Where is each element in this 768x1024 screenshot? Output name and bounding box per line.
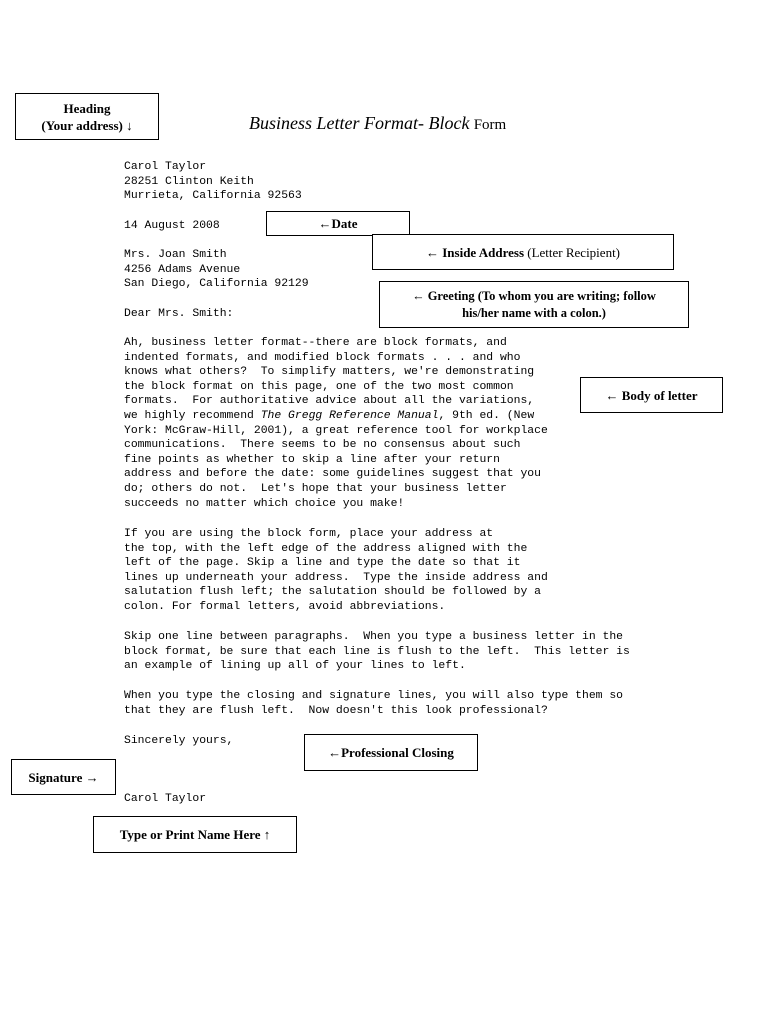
salutation: Dear Mrs. Smith: (124, 308, 234, 320)
inside-address-line-1: Mrs. Joan Smith (124, 249, 227, 261)
inside-address (124, 248, 309, 292)
heading-label-line-2: (Your address) ↓ (41, 117, 133, 133)
signature-label: Signature → (28, 769, 99, 785)
date-label: ←Date (318, 216, 358, 231)
return-address-line-3: Murrieta, California 92563 (124, 190, 302, 203)
greeting-label-box (379, 281, 689, 328)
inside-address-line-3: San Diego, California 92129 (124, 278, 309, 291)
body-paragraph-1 (124, 336, 548, 511)
inside-address-note: (Letter Recipient) (527, 244, 621, 260)
closing-label: ←Professional Closing (328, 745, 454, 760)
inside-address-line-2: 4256 Adams Avenue (124, 263, 241, 276)
return-address-line-1: Carol Taylor (124, 161, 207, 173)
heading-label-line-1: Heading (63, 100, 111, 116)
body-paragraph-4: When you type the closing and signature lines, you will also type them so that they are flush left. Now doesn't this look professional? (124, 690, 623, 717)
body-paragraph-2: If you are using the block form, place your address at the top, with the left edge of the address aligned with the left of the page. Skip a line and type the date so that it lines up underneath your address. Type the inside address and salutation flush left; the salutation should be followed by a colon. For formal letters, avoid abbreviations. (124, 528, 548, 613)
page-title (249, 113, 506, 134)
typed-name-label-box (93, 816, 297, 853)
body-paragraph-3: Skip one line between paragraphs. When you type a business letter in the block format, be sure that each line is flush to the left. This letter is an example of lining up all of your lines to left. (124, 631, 630, 673)
reference-title: The Gregg Reference Manual (260, 409, 439, 422)
return-address-line-2: 28251 Clinton Keith (124, 175, 254, 188)
typed-name: Carol Taylor (124, 793, 207, 805)
signature-label-box (11, 759, 116, 795)
greeting-label-line-2: his/her name with a colon.) (462, 305, 606, 320)
body-paragraph-1-part-a: Ah, business letter format--there are block formats, and indented formats, and modified block formats . . . and who knows what others? To simplify matters, we're demonstrating the block format on this page, one of the two most common formats. For authoritative advice about all the variations, we highly recommend (124, 337, 535, 422)
body-label: ← Body of letter (605, 387, 698, 403)
closing-label-box (304, 734, 478, 771)
typed-name-label: Type or Print Name Here ↑ (119, 827, 271, 842)
title-main: Business Letter Format- Block (249, 113, 470, 133)
body-label-box (580, 377, 723, 413)
body-paragraph-1-part-b: , 9th ed. (New York: McGraw-Hill, 2001), a great reference tool for workplace communications. There seems to be no consensus about such fine points as whether to skip a line after your return address and before the date: some guidelines suggest that you do; others do not. Let's hope that your business letter succeeds no matter which choice you make! (124, 409, 548, 510)
greeting-label-line-1: ← Greeting (To whom you are writing; follow (412, 288, 656, 303)
heading-label-box (15, 93, 159, 140)
inside-address-label-box (372, 234, 674, 270)
letter-date: 14 August 2008 (124, 220, 220, 232)
return-address (124, 160, 302, 204)
inside-address-label: ← Inside Address (425, 244, 524, 260)
closing-line: Sincerely yours, (124, 735, 234, 747)
date-label-box (266, 211, 410, 236)
title-suffix: Form (473, 117, 507, 133)
